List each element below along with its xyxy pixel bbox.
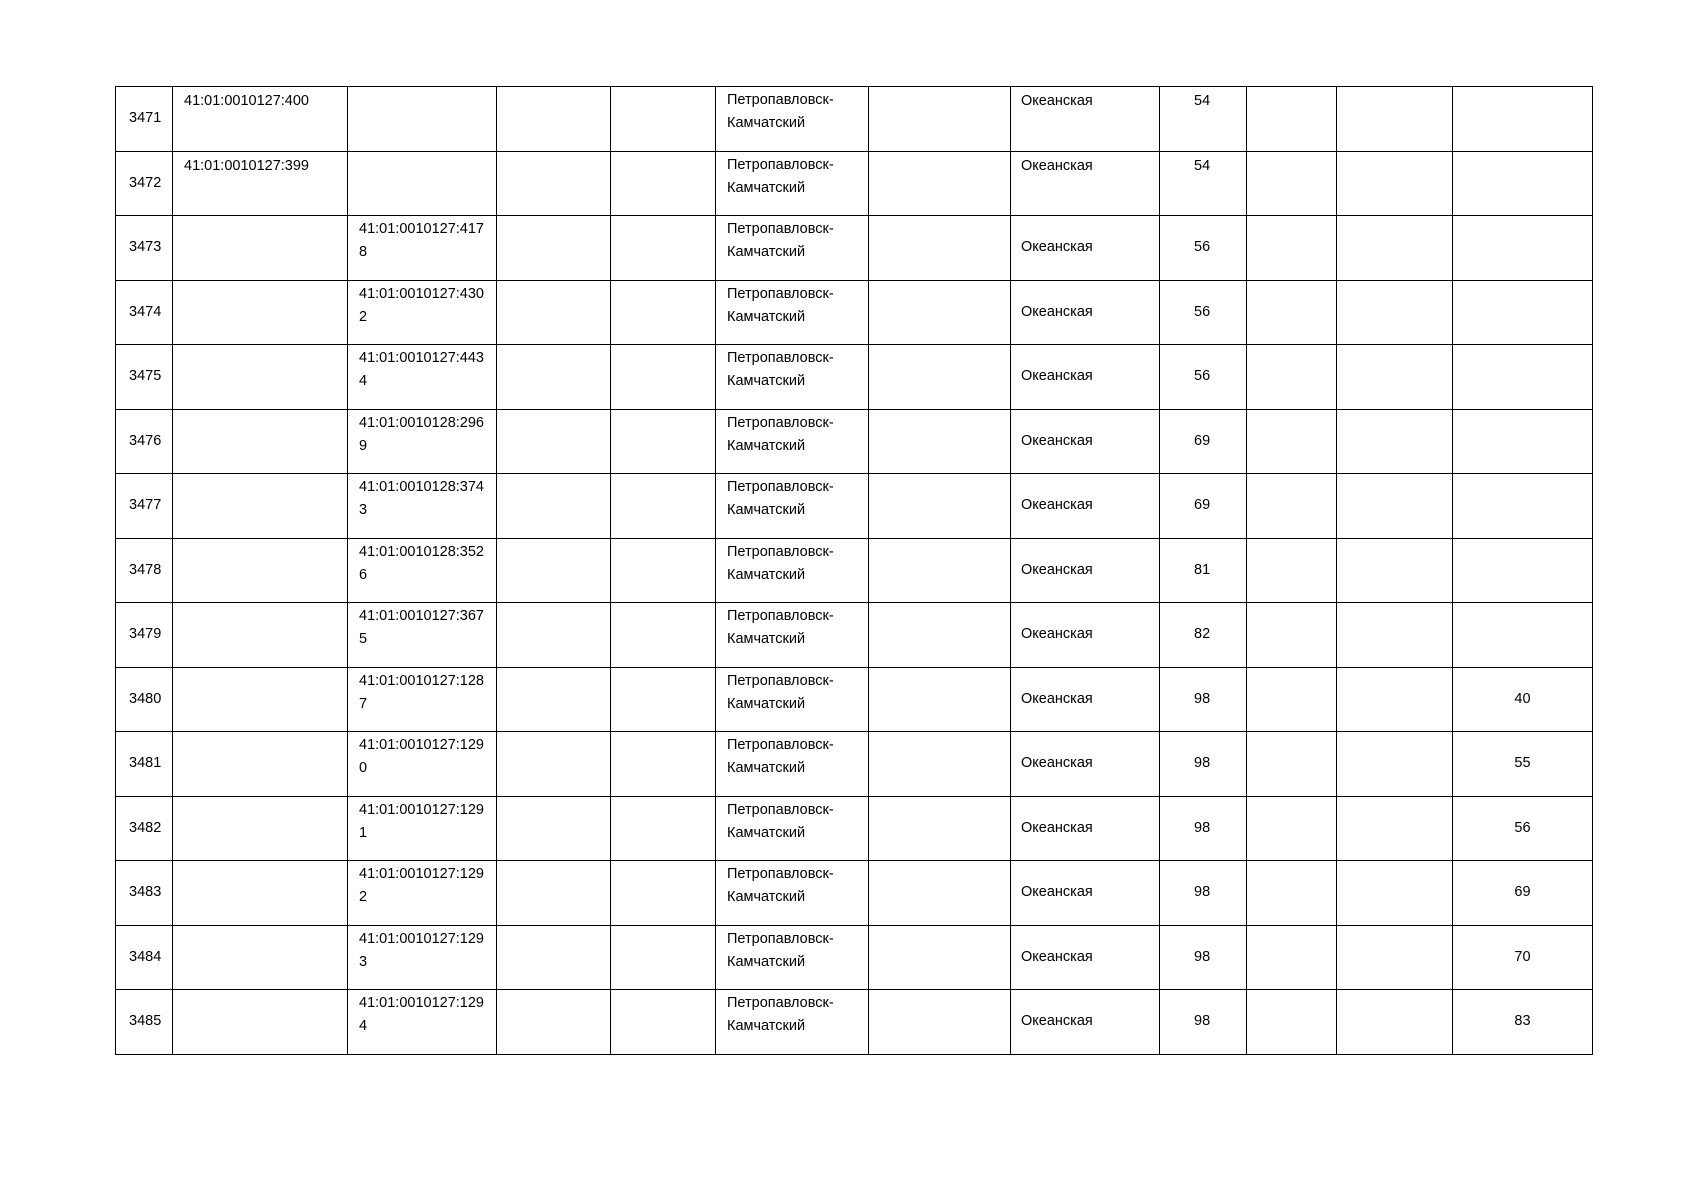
- empty-cell: [1247, 861, 1337, 926]
- cadastral-number-secondary: [348, 990, 497, 1055]
- cadastral-number-secondary-text: 41:01:0010127:3675: [359, 608, 484, 647]
- street-cell: Океанская: [1011, 280, 1160, 345]
- city-cell-text: Петропавловск-Камчатский: [727, 866, 834, 905]
- cadastral-number-primary: [173, 280, 348, 345]
- table-row: [116, 216, 1593, 281]
- cadastral-number-secondary-text: 41:01:0010127:4178: [359, 221, 484, 260]
- empty-cell: [869, 280, 1011, 345]
- empty-cell: [869, 151, 1011, 216]
- city-cell-text: Петропавловск-Камчатский: [727, 672, 834, 712]
- table-row: [116, 538, 1593, 603]
- street-cell: Океанская: [1011, 474, 1160, 539]
- empty-cell: [1337, 87, 1453, 152]
- cadastral-number-secondary: [348, 409, 497, 474]
- cadastral-number-secondary: [348, 151, 497, 216]
- empty-cell: [497, 861, 611, 926]
- cadastral-number-primary: [173, 603, 348, 668]
- city-cell: [716, 732, 869, 797]
- street-cell: Океанская: [1011, 861, 1160, 926]
- empty-cell: [869, 732, 1011, 797]
- empty-cell: [869, 216, 1011, 281]
- empty-cell: [1337, 280, 1453, 345]
- street-cell: Океанская: [1011, 667, 1160, 732]
- city-cell-text: Петропавловск-Камчатский: [727, 156, 834, 196]
- city-cell-text: Петропавловск-Камчатский: [727, 479, 834, 518]
- row-number: 3480: [116, 667, 173, 732]
- apartment-number-cell: 70: [1453, 925, 1593, 990]
- city-cell: [716, 87, 869, 152]
- cadastral-number-primary: [173, 796, 348, 861]
- apartment-number-cell: 69: [1453, 861, 1593, 926]
- empty-cell: [1247, 151, 1337, 216]
- table-body: [116, 87, 1593, 1055]
- empty-cell: [869, 861, 1011, 926]
- empty-cell: [1337, 732, 1453, 797]
- street-cell: Океанская: [1011, 603, 1160, 668]
- empty-cell: [869, 796, 1011, 861]
- table-row: [116, 990, 1593, 1055]
- cadastral-number-secondary: [348, 538, 497, 603]
- cadastral-number-secondary-text: 41:01:0010127:1294: [359, 995, 484, 1034]
- cadastral-number-primary: [173, 732, 348, 797]
- empty-cell: [869, 345, 1011, 410]
- cadastral-number-secondary: [348, 667, 497, 732]
- empty-cell: [611, 409, 716, 474]
- empty-cell: [869, 925, 1011, 990]
- city-cell: [716, 216, 869, 281]
- city-cell-text: Петропавловск-Камчатский: [727, 995, 834, 1034]
- empty-cell: [1247, 538, 1337, 603]
- street-cell: Океанская: [1011, 990, 1160, 1055]
- empty-cell: [497, 280, 611, 345]
- table-row: [116, 474, 1593, 539]
- house-number-cell: 98: [1160, 990, 1247, 1055]
- empty-cell: [611, 796, 716, 861]
- empty-cell: [1337, 538, 1453, 603]
- empty-cell: [611, 990, 716, 1055]
- city-cell: [716, 667, 869, 732]
- cadastral-number-secondary-text: 41:01:0010127:1287: [359, 672, 484, 712]
- cadastral-number-primary: [173, 474, 348, 539]
- apartment-number-cell: [1453, 280, 1593, 345]
- registry-table: [115, 86, 1593, 1055]
- cadastral-number-secondary: [348, 732, 497, 797]
- cadastral-number-primary: [173, 667, 348, 732]
- cadastral-number-secondary-text: 41:01:0010127:1291: [359, 801, 484, 841]
- empty-cell: [497, 151, 611, 216]
- street-cell: Океанская: [1011, 538, 1160, 603]
- empty-cell: [497, 990, 611, 1055]
- empty-cell: [497, 667, 611, 732]
- empty-cell: [1337, 667, 1453, 732]
- apartment-number-cell: 55: [1453, 732, 1593, 797]
- street-cell: Океанская: [1011, 87, 1160, 152]
- empty-cell: [497, 474, 611, 539]
- cadastral-number-secondary-text: 41:01:0010128:3526: [359, 543, 484, 583]
- empty-cell: [611, 603, 716, 668]
- apartment-number-cell: 40: [1453, 667, 1593, 732]
- empty-cell: [869, 87, 1011, 152]
- street-cell: Океанская: [1011, 345, 1160, 410]
- apartment-number-cell: 56: [1453, 796, 1593, 861]
- apartment-number-cell: [1453, 151, 1593, 216]
- table-row: [116, 151, 1593, 216]
- empty-cell: [1337, 861, 1453, 926]
- house-number-cell: 81: [1160, 538, 1247, 603]
- table-row: [116, 87, 1593, 152]
- city-cell: [716, 409, 869, 474]
- street-cell: Океанская: [1011, 151, 1160, 216]
- table-row: [116, 409, 1593, 474]
- street-cell: Океанская: [1011, 409, 1160, 474]
- empty-cell: [1247, 280, 1337, 345]
- apartment-number-cell: [1453, 538, 1593, 603]
- empty-cell: [497, 87, 611, 152]
- city-cell-text: Петропавловск-Камчатский: [727, 350, 834, 389]
- house-number-cell: 98: [1160, 732, 1247, 797]
- row-number: 3477: [116, 474, 173, 539]
- cadastral-number-primary: 41:01:0010127:399: [173, 151, 348, 216]
- city-cell: [716, 861, 869, 926]
- empty-cell: [611, 151, 716, 216]
- table-row: [116, 796, 1593, 861]
- empty-cell: [869, 603, 1011, 668]
- street-cell: Океанская: [1011, 732, 1160, 797]
- empty-cell: [1337, 151, 1453, 216]
- empty-cell: [1337, 345, 1453, 410]
- city-cell: [716, 151, 869, 216]
- empty-cell: [1337, 409, 1453, 474]
- empty-cell: [1337, 474, 1453, 539]
- cadastral-number-secondary-text: 41:01:0010127:1293: [359, 930, 484, 970]
- empty-cell: [497, 603, 611, 668]
- apartment-number-cell: [1453, 87, 1593, 152]
- table-row: [116, 603, 1593, 668]
- row-number: 3479: [116, 603, 173, 668]
- house-number-cell: 98: [1160, 861, 1247, 926]
- city-cell: [716, 280, 869, 345]
- table-row: [116, 732, 1593, 797]
- row-number: 3476: [116, 409, 173, 474]
- empty-cell: [497, 345, 611, 410]
- cadastral-number-primary: [173, 345, 348, 410]
- empty-cell: [869, 990, 1011, 1055]
- row-number: 3478: [116, 538, 173, 603]
- house-number-cell: 56: [1160, 216, 1247, 281]
- cadastral-number-secondary: [348, 216, 497, 281]
- empty-cell: [497, 216, 611, 281]
- empty-cell: [611, 732, 716, 797]
- empty-cell: [1247, 990, 1337, 1055]
- empty-cell: [611, 667, 716, 732]
- city-cell: [716, 603, 869, 668]
- house-number-cell: 56: [1160, 280, 1247, 345]
- cadastral-number-primary: [173, 409, 348, 474]
- table-row: [116, 925, 1593, 990]
- empty-cell: [497, 925, 611, 990]
- cadastral-number-secondary-text: 41:01:0010127:4302: [359, 285, 484, 325]
- row-number: 3485: [116, 990, 173, 1055]
- apartment-number-cell: [1453, 474, 1593, 539]
- city-cell: [716, 474, 869, 539]
- empty-cell: [1247, 345, 1337, 410]
- house-number-cell: 98: [1160, 925, 1247, 990]
- empty-cell: [869, 474, 1011, 539]
- city-cell: [716, 538, 869, 603]
- row-number: 3481: [116, 732, 173, 797]
- street-cell: Океанская: [1011, 796, 1160, 861]
- street-cell: Океанская: [1011, 216, 1160, 281]
- house-number-cell: 82: [1160, 603, 1247, 668]
- empty-cell: [869, 667, 1011, 732]
- cadastral-number-secondary: [348, 861, 497, 926]
- city-cell-text: Петропавловск-Камчатский: [727, 285, 834, 325]
- house-number-cell: 69: [1160, 474, 1247, 539]
- cadastral-number-secondary-text: 41:01:0010127:1290: [359, 737, 484, 776]
- empty-cell: [869, 538, 1011, 603]
- city-cell-text: Петропавловск-Камчатский: [727, 930, 834, 970]
- table-row: [116, 280, 1593, 345]
- empty-cell: [611, 474, 716, 539]
- apartment-number-cell: 83: [1453, 990, 1593, 1055]
- city-cell-text: Петропавловск-Камчатский: [727, 801, 834, 841]
- apartment-number-cell: [1453, 603, 1593, 668]
- table-row: [116, 861, 1593, 926]
- empty-cell: [1337, 796, 1453, 861]
- city-cell-text: Петропавловск-Камчатский: [727, 414, 834, 454]
- empty-cell: [611, 861, 716, 926]
- cadastral-number-secondary-text: 41:01:0010128:3743: [359, 479, 484, 518]
- cadastral-number-secondary: [348, 474, 497, 539]
- cadastral-number-primary: [173, 990, 348, 1055]
- empty-cell: [1247, 87, 1337, 152]
- cadastral-number-primary: [173, 216, 348, 281]
- cadastral-number-secondary: [348, 280, 497, 345]
- empty-cell: [1337, 990, 1453, 1055]
- empty-cell: [611, 87, 716, 152]
- cadastral-number-secondary: [348, 925, 497, 990]
- empty-cell: [497, 538, 611, 603]
- empty-cell: [611, 925, 716, 990]
- house-number-cell: 54: [1160, 151, 1247, 216]
- cadastral-number-secondary: [348, 796, 497, 861]
- row-number: 3484: [116, 925, 173, 990]
- empty-cell: [611, 216, 716, 281]
- empty-cell: [1247, 474, 1337, 539]
- empty-cell: [869, 409, 1011, 474]
- row-number: 3471: [116, 87, 173, 152]
- empty-cell: [1247, 667, 1337, 732]
- cadastral-number-primary: 41:01:0010127:400: [173, 87, 348, 152]
- table-row: [116, 345, 1593, 410]
- row-number: 3472: [116, 151, 173, 216]
- cadastral-number-primary: [173, 538, 348, 603]
- empty-cell: [1247, 409, 1337, 474]
- street-cell: Океанская: [1011, 925, 1160, 990]
- apartment-number-cell: [1453, 345, 1593, 410]
- cadastral-number-secondary-text: 41:01:0010128:2969: [359, 414, 484, 454]
- empty-cell: [1337, 603, 1453, 668]
- empty-cell: [1247, 732, 1337, 797]
- empty-cell: [1337, 925, 1453, 990]
- row-number: 3475: [116, 345, 173, 410]
- city-cell: [716, 990, 869, 1055]
- house-number-cell: 56: [1160, 345, 1247, 410]
- city-cell: [716, 796, 869, 861]
- cadastral-number-secondary-text: 41:01:0010127:4434: [359, 350, 484, 389]
- empty-cell: [497, 732, 611, 797]
- empty-cell: [1247, 925, 1337, 990]
- city-cell-text: Петропавловск-Камчатский: [727, 608, 834, 647]
- row-number: 3473: [116, 216, 173, 281]
- house-number-cell: 54: [1160, 87, 1247, 152]
- cadastral-number-primary: [173, 925, 348, 990]
- empty-cell: [497, 409, 611, 474]
- row-number: 3482: [116, 796, 173, 861]
- cadastral-number-secondary-text: 41:01:0010127:1292: [359, 866, 484, 905]
- house-number-cell: 98: [1160, 667, 1247, 732]
- cadastral-number-primary: [173, 861, 348, 926]
- empty-cell: [1247, 603, 1337, 668]
- row-number: 3474: [116, 280, 173, 345]
- cadastral-number-secondary: [348, 345, 497, 410]
- empty-cell: [1247, 216, 1337, 281]
- apartment-number-cell: [1453, 409, 1593, 474]
- empty-cell: [611, 280, 716, 345]
- house-number-cell: 69: [1160, 409, 1247, 474]
- empty-cell: [1247, 796, 1337, 861]
- city-cell: [716, 925, 869, 990]
- city-cell-text: Петропавловск-Камчатский: [727, 737, 834, 776]
- apartment-number-cell: [1453, 216, 1593, 281]
- house-number-cell: 98: [1160, 796, 1247, 861]
- empty-cell: [611, 345, 716, 410]
- table-row: [116, 667, 1593, 732]
- city-cell-text: Петропавловск-Камчатский: [727, 221, 834, 260]
- empty-cell: [1337, 216, 1453, 281]
- cadastral-number-secondary: [348, 87, 497, 152]
- empty-cell: [611, 538, 716, 603]
- cadastral-number-secondary: [348, 603, 497, 668]
- city-cell-text: Петропавловск-Камчатский: [727, 92, 834, 131]
- city-cell: [716, 345, 869, 410]
- empty-cell: [497, 796, 611, 861]
- city-cell-text: Петропавловск-Камчатский: [727, 543, 834, 583]
- row-number: 3483: [116, 861, 173, 926]
